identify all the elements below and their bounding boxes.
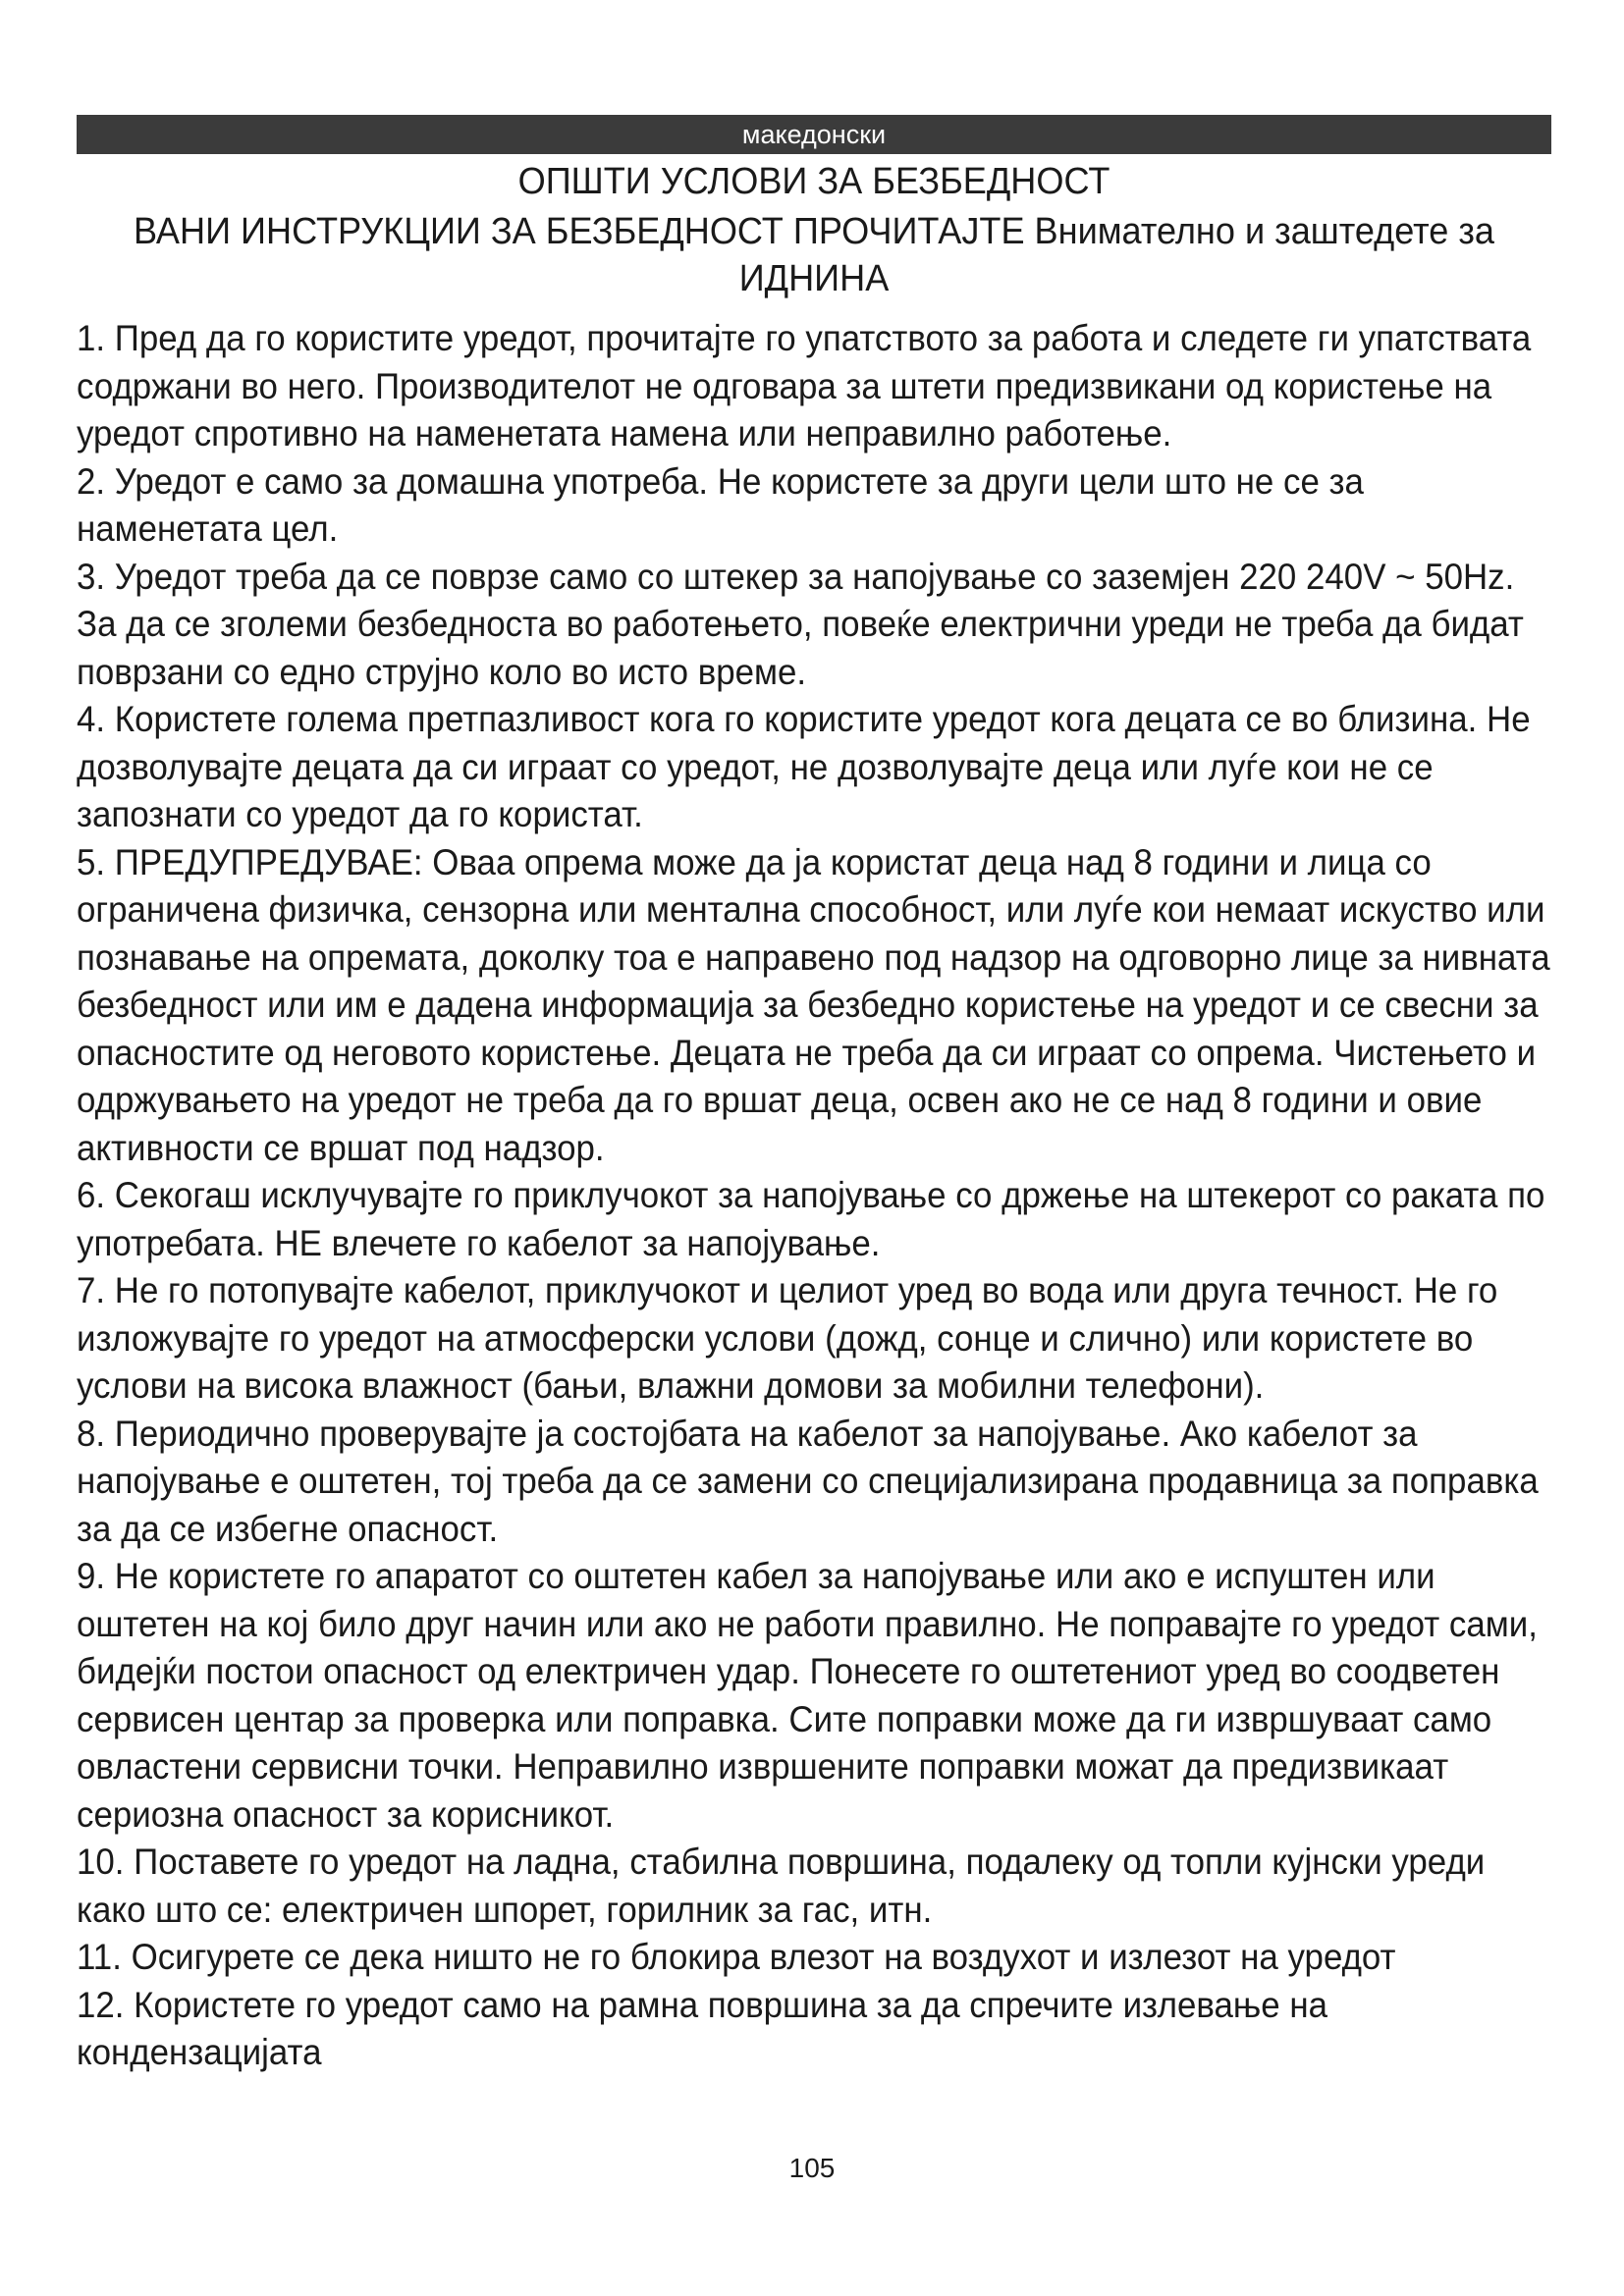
instruction-item: 1. Пред да го користите уредот, прочитајте го упатството за работа и следете ги упатствата содржани во него. Производителот не одговара за штети предизвикани од користење на уредот спротивно на наменетата намена или неправилно работење. [77,317,1532,454]
safety-instructions-list [77,314,1551,2076]
instruction-item: 6. Секогаш исклучувајте го приклучокот за напојување со држење на штекерот со раката по употребата. НЕ влечете го кабелот за напојување. [77,1174,1545,1263]
language-header-bar: македонски [77,115,1551,154]
instruction-item: 9. Не користете го апаратот со оштетен кабел за напојување или ако е испуштен или оштетен на кој било друг начин или ако не работи правилно. Не поправајте го уредот сами, бидејќи постои опасност од електричен удар. Понесете го оштетениот уред во соодветен сервисен центар за проверка или поправка. Сите поправки може да ги извршуваат само овластени сервисни точки. Неправилно извршените поправки можат да предизвикаат сериозна опасност за корисникот. [77,1555,1538,1835]
instruction-item: 12. Користете го уредот само на рамна површина за да спречите излевање на кондензацијата [77,1983,1328,2072]
page-title: ОПШТИ УСЛОВИ ЗА БЕЗБЕДНОСТ [517,161,1110,202]
page-subtitle: ВАНИ ИНСТРУКЦИИ ЗА БЕЗБЕДНОСТ ПРОЧИТАЈТЕ Внимателно и заштедете за ИДНИНА [134,211,1494,299]
document-page [77,115,1551,2076]
instruction-item: 7. Не го потопувајте кабелот, приклучокот и целиот уред во вода или друга течност. Не го изложувајте го уредот на атмосферски услови (дожд, сонце и слично) или користете во услови на висока влажност (бањи, влажни домови за мобилни телефони). [77,1269,1498,1406]
instruction-item: 8. Периодично проверувајте ја состојбата на кабелот за напојување. Ако кабелот за напојување е оштетен, тој треба да се замени со специјализирана продавница за поправка за да се избегне опасност. [77,1412,1539,1549]
instruction-item: 3. Уредот треба да се поврзе само со штекер за напојување со заземјен 220 240V ~ 50Hz. За да се зголеми безбедноста во работењето, повеќе електрични уреди не треба да бидат поврзани со едно струјно коло во исто време. [77,555,1524,692]
instruction-item: 4. Користете голема претпазливост кога го користите уредот кога децата се во близина. Не дозволувајте децата да си играат со уредот, не дозволувајте деца или луѓе кои не се запознати со уредот да го користат. [77,698,1531,834]
instruction-item: 11. Осигурете се дека ништо не го блокира влезот на воздухот и излезот на уредот [77,1936,1396,1977]
instruction-item: 2. Уредот е само за домашна употреба. Не користете за други цели што не се за наменетата цел. [77,459,1364,549]
instruction-item: 10. Поставете го уредот на ладна, стабилна површина, подалеку од топли кујнски уреди како што се: електричен шпорет, горилник за гас, итн. [77,1841,1486,1930]
instruction-item: 5. ПРЕДУПРЕДУВАЕ: Оваа опрема може да ја користат деца над 8 години и лица со ограничена физичка, сензорна или ментална способност, или луѓе кои немаат искуство или познавање на опремата, доколку тоа е направено под надзор на одговорно лице за нивната безбедност или им е дадена информација за безбедно користење на уредот и се свесни за опасностите од неговото користење. Децата не треба да си играат со опрема. Чистењето и одржувањето на уредот не треба да го вршат деца, освен ако не се над 8 години и овие активности се вршат под надзор. [77,840,1550,1168]
page-number: 105 [788,2153,836,2183]
